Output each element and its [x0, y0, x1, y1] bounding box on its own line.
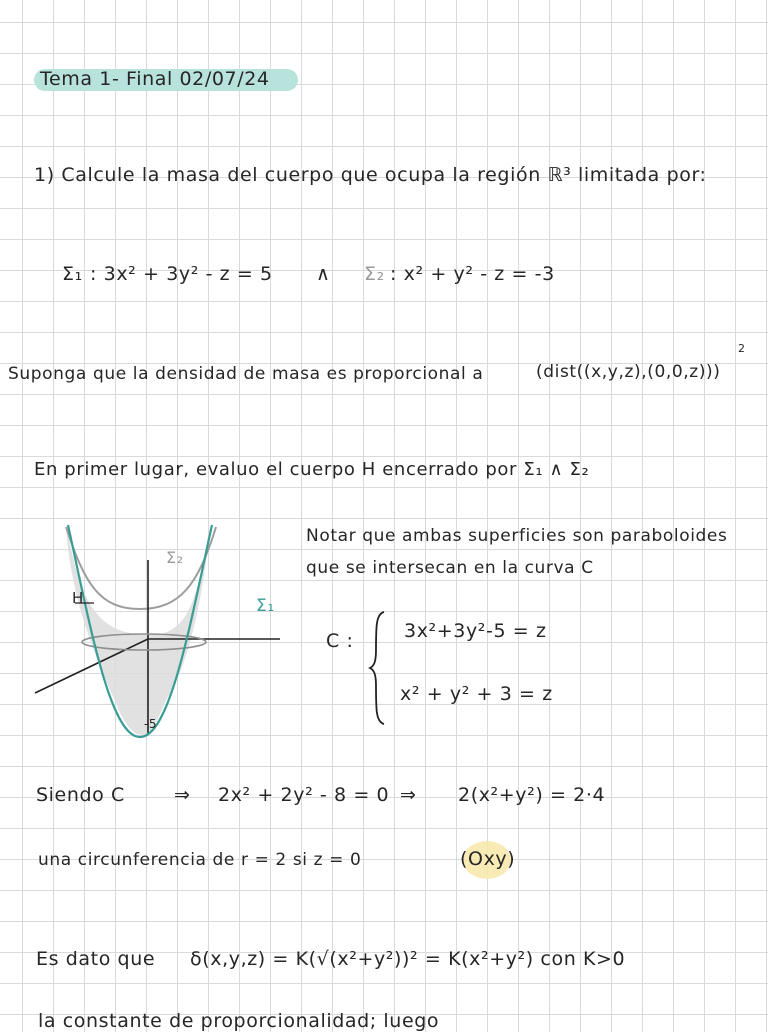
siendo-equation: 2x² + 2y² - 8 = 0 [218, 784, 390, 806]
siendo-result: 2(x²+y²) = 2·4 [458, 784, 606, 806]
surface-sigma1-label: Σ₁ [62, 263, 83, 285]
siendo-text: Siendo C [36, 784, 125, 806]
problem-statement: 1) Calcule la masa del cuerpo que ocupa la región ℝ³ limitada por: [34, 164, 707, 186]
and-symbol: ∧ [316, 263, 331, 285]
dato-text: Es dato que [36, 948, 156, 970]
paraboloid-figure [30, 515, 290, 755]
figure-label-sigma2: Σ₂ [166, 548, 184, 567]
figure-label-h: H [72, 589, 84, 607]
system-brace [370, 610, 390, 726]
system-equation-2: x² + y² + 3 = z [400, 683, 553, 705]
dato-expression: δ(x,y,z) = K(√(x²+y²))² = K(x²+y²) con K>0 [190, 948, 626, 970]
circunferencia-text: una circunferencia de r = 2 si z = 0 [38, 850, 362, 870]
density-exponent: 2 [738, 342, 746, 355]
note-line-1: Notar que ambas superficies son paraboloides [306, 526, 728, 546]
density-expression: (dist((x,y,z),(0,0,z))) [536, 362, 721, 382]
page-title: Tema 1- Final 02/07/24 [40, 68, 270, 90]
arrow-2: ⇒ [400, 784, 417, 806]
figure-label-sigma1: Σ₁ [256, 596, 275, 616]
evaluate-line: En primer lugar, evaluo el cuerpo H encerrado por Σ₁ ∧ Σ₂ [34, 459, 590, 480]
last-line: la constante de proporcionalidad; luego [38, 1010, 440, 1032]
sigma2-surface-curve [66, 527, 216, 609]
note-line-2: que se intersecan en la curva C [306, 558, 594, 578]
surface-sigma2-equation: : x² + y² - z = -3 [390, 263, 555, 285]
system-label: C : [326, 630, 354, 652]
oxy-plane-label: (Oxy) [460, 848, 516, 870]
figure-label-minus5: -5 [144, 717, 158, 731]
arrow-1: ⇒ [174, 784, 191, 806]
system-equation-1: 3x²+3y²-5 = z [404, 620, 547, 642]
surface-sigma2-label: Σ₂ [364, 263, 385, 285]
surface-sigma1-equation: : 3x² + 3y² - z = 5 [90, 263, 273, 285]
density-text: Suponga que la densidad de masa es proporcional a [8, 364, 484, 384]
